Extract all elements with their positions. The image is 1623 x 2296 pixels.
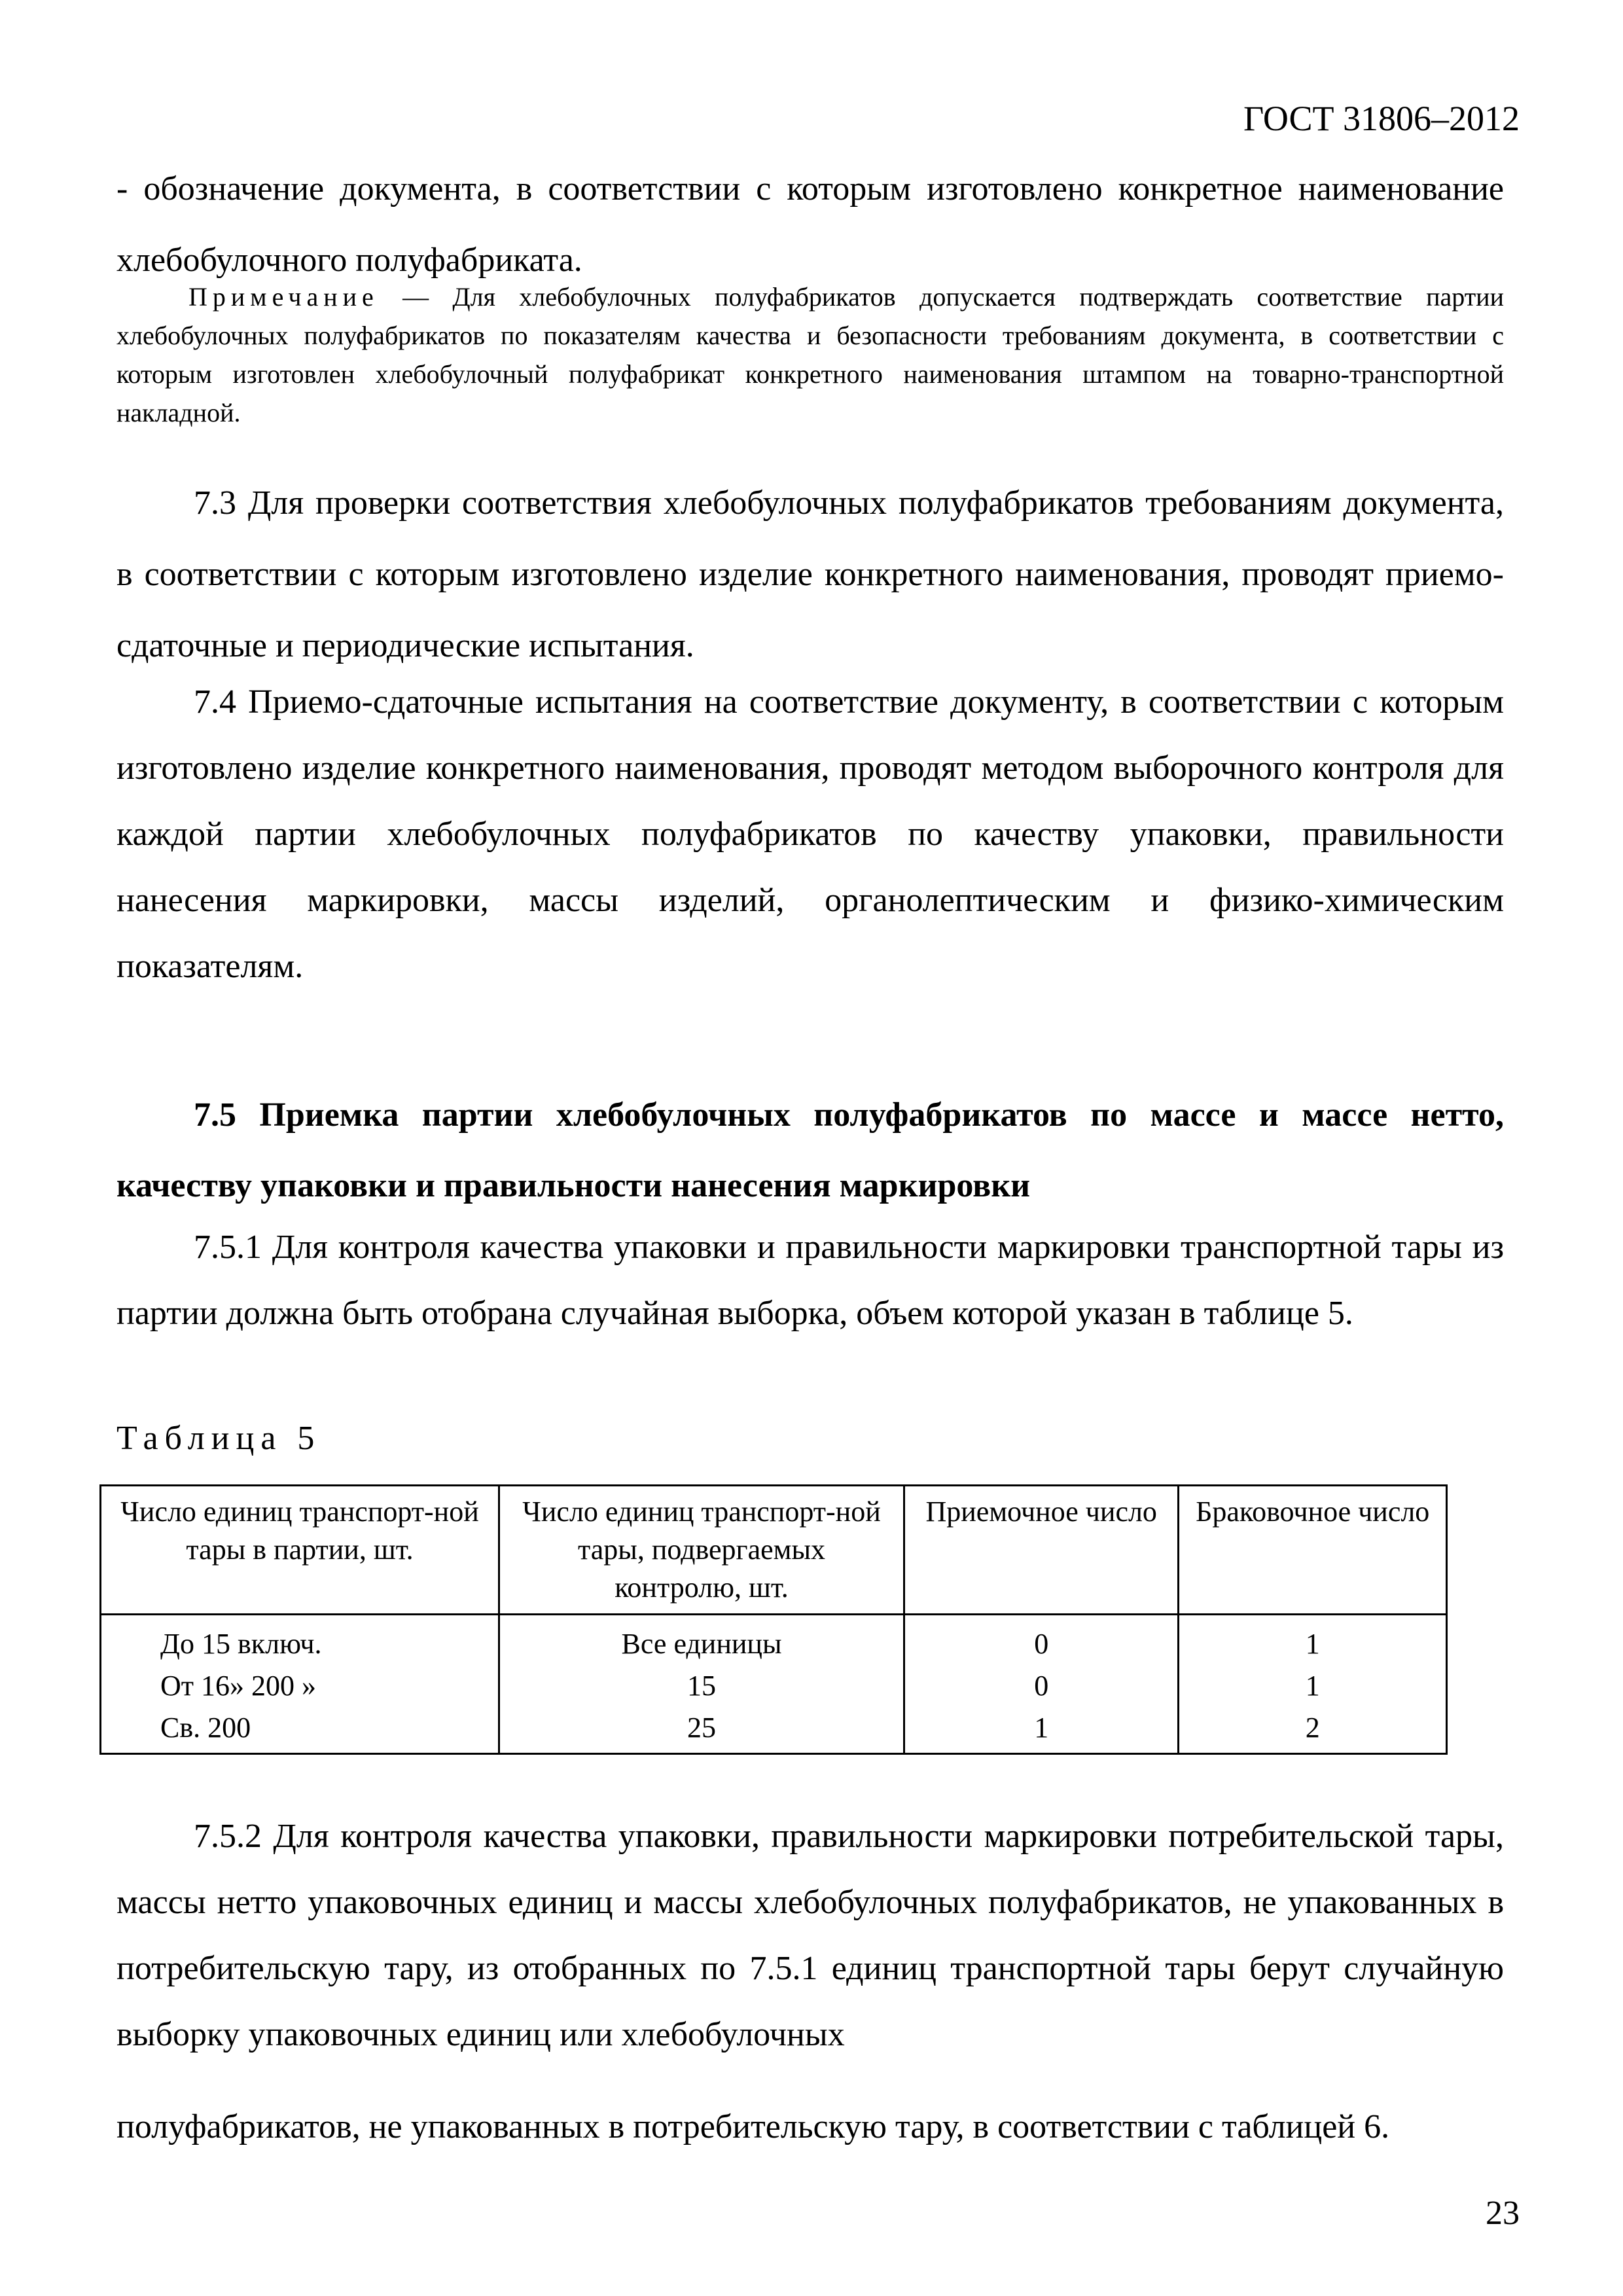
table-row	[101, 1615, 1447, 1666]
table-cell: До 15 включ.	[101, 1615, 499, 1666]
intro-paragraph: - обозначение документа, в соответствии с которым изготовлено конкретное наименование хлебобулочного полуфабриката.	[116, 170, 1504, 279]
continuation-paragraph: полуфабрикатов, не упакованных в потребительскую тару, в соответствии с таблицей 6.	[116, 2108, 1390, 2145]
table-cell: 1	[904, 1707, 1178, 1754]
note-label: Примечание	[188, 282, 379, 312]
table-caption: Таблица 5	[116, 1420, 321, 1457]
table-row	[101, 1707, 1447, 1754]
paragraph-7-3: 7.3 Для проверки соответствия хлебобулочных полуфабрикатов требованиям документа, в соответствии с которым изготовлено изделие конкретного наименования, проводят приемо-сдаточные и периодические испытания.	[116, 484, 1504, 664]
header-acceptance-number: Приемочное число	[904, 1486, 1178, 1615]
table-cell: 1	[1179, 1665, 1447, 1707]
table-cell: 15	[499, 1665, 904, 1707]
table-cell: 25	[499, 1707, 904, 1754]
table-cell: 1	[1179, 1615, 1447, 1666]
note-text: — Для хлебобулочных полуфабрикатов допускается подтверждать соответствие партии хлебобулочных полуфабрикатов по показателям качества и безопасности требованиям документа, в соответствии с которым изготовлен хлебобулочный полуфабрикат конкретного наименования штампом на товарно-транспортной накладной.	[116, 282, 1504, 427]
table-cell: От 16» 200 »	[101, 1665, 499, 1707]
header-rejection-number: Браковочное число	[1179, 1486, 1447, 1615]
table-cell: 0	[904, 1615, 1178, 1666]
table-cell: 2	[1179, 1707, 1447, 1754]
header-units-inspected: Число единиц транспорт-ной тары, подвергаемых контролю, шт.	[499, 1486, 904, 1615]
table-5	[99, 1484, 1448, 1755]
table-row	[101, 1665, 1447, 1707]
note-paragraph	[116, 278, 1504, 432]
header-units-in-lot: Число единиц транспорт-ной тары в партии, шт.	[101, 1486, 499, 1615]
paragraph-7-5-1: 7.5.1 Для контроля качества упаковки и правильности маркировки транспортной тары из партии должна быть отобрана случайная выборка, объем которой указан в таблице 5.	[116, 1229, 1504, 1332]
table-header-row	[101, 1486, 1447, 1615]
standard-designation: ГОСТ 31806–2012	[1243, 99, 1520, 138]
paragraph-7-5-2: 7.5.2 Для контроля качества упаковки, правильности маркировки потребительской тары, массы нетто упаковочных единиц и массы хлебобулочных полуфабрикатов, не упакованных в потребительскую тару, из отобранных по 7.5.1 единиц транспортной тары берут случайную выборку упаковочных единиц или хлебобулочных	[116, 1818, 1504, 2053]
page-number: 23	[1486, 2195, 1520, 2232]
table-cell: Св. 200	[101, 1707, 499, 1754]
table-cell: Все единицы	[499, 1615, 904, 1666]
section-heading-7-5: 7.5 Приемка партии хлебобулочных полуфабрикатов по массе и массе нетто, качеству упаковки и правильности нанесения маркировки	[116, 1096, 1504, 1204]
table-cell: 0	[904, 1665, 1178, 1707]
paragraph-7-4: 7.4 Приемо-сдаточные испытания на соответствие документу, в соответствии с которым изготовлено изделие конкретного наименования, проводят методом выборочного контроля для каждой партии хлебобулочных полуфабрикатов по качеству упаковки, правильности нанесения маркировки, массы изделий, органолептическим и физико-химическим показателям.	[116, 683, 1504, 985]
